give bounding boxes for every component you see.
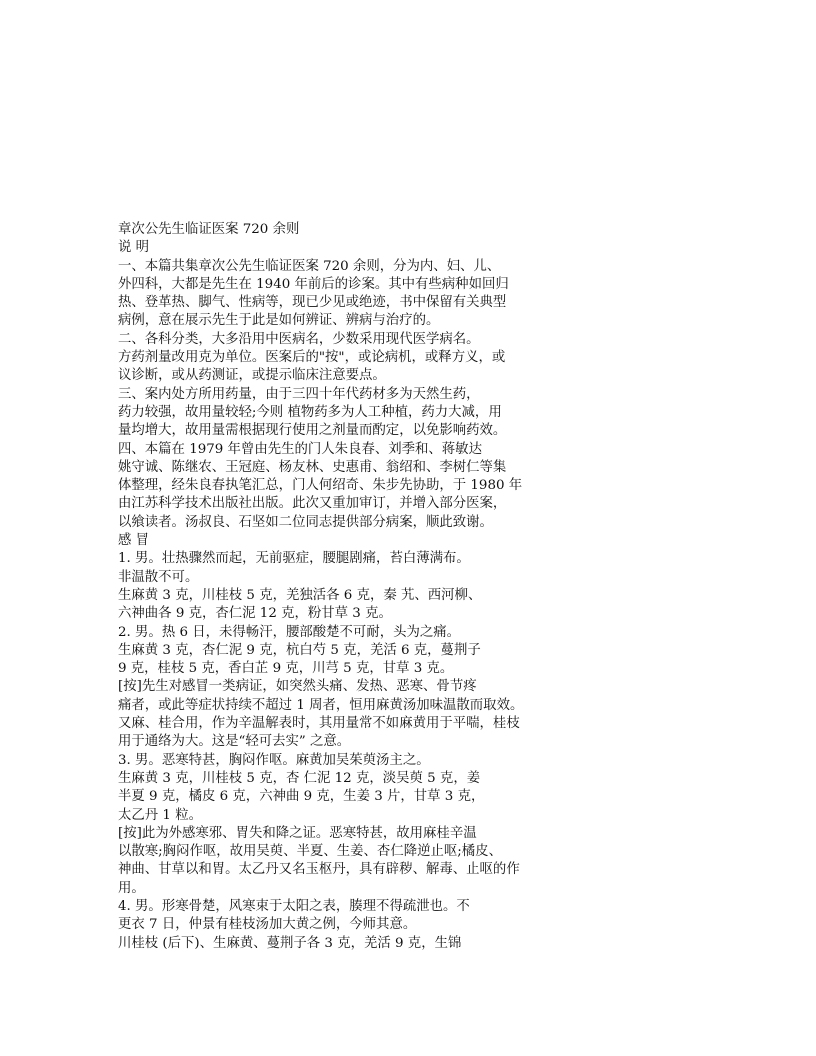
text-line: 3. 男。恶寒特甚，胸闷作呕。麻黄加吴茱萸汤主之。 bbox=[118, 752, 430, 768]
text-line: 半夏 9 克，橘皮 6 克，六神曲 9 克，生姜 3 片，甘草 3 克， bbox=[118, 789, 485, 805]
text-line: 1. 男。壮热骤然而起，无前驱症，腰腿剧痛，苔白薄满布。 bbox=[118, 551, 470, 567]
text-line: 一、本篇共集章次公先生临证医案 720 余则，分为内、妇、儿、 bbox=[118, 258, 501, 274]
text-line: 川桂枝 (后下)、生麻黄、蔓荆子各 3 克，羌活 9 克，生锦 bbox=[118, 935, 462, 951]
text-line: 更衣 7 日，仲景有桂枝汤加大黄之例，今师其意。 bbox=[118, 917, 417, 933]
text-line: 生麻黄 3 克，杏仁泥 9 克，杭白芍 5 克，羌活 6 克，蔓荆子 bbox=[118, 642, 481, 658]
text-line: 4. 男。形寒骨楚，风寒束于太阳之表，腠理不得疏泄也。不 bbox=[118, 898, 470, 914]
text-line: 用于通络为大。这是“轻可去实” 之意。 bbox=[118, 734, 351, 750]
text-line: 六神曲各 9 克，杏仁泥 12 克，粉甘草 3 克。 bbox=[118, 606, 392, 622]
text-line: 由江苏科学技术出版社出版。此次又重加审订，并增入部分医案， bbox=[118, 496, 507, 512]
text-line: 四、本篇在 1979 年曾由先生的门人朱良春、刘季和、蒋敏达 bbox=[118, 441, 482, 457]
text-line: 二、各科分类，大多沿用中医病名，少数采用现代医学病名。 bbox=[118, 331, 480, 347]
text-line: 2. 男。热 6 日，未得畅汗，腰部酸楚不可耐，头为之痛。 bbox=[118, 624, 461, 640]
text-line: 体整理，经朱良春执笔汇总，门人何绍奇、朱步先协助，于 1980 年 bbox=[118, 478, 523, 494]
text-line: 神曲、甘草以和胃。太乙丹又名玉枢丹，具有辟秽、解毒、止呕的作 bbox=[118, 862, 520, 878]
text-line: 姚守诚、陈继农、王冠庭、杨友林、史惠甫、翁绍和、李树仁等集 bbox=[118, 459, 507, 475]
text-line: 方药剂量改用克为单位。医案后的"按"，或论病机，或释方义，或 bbox=[118, 350, 506, 366]
document-body bbox=[118, 239, 558, 953]
text-line: 以飨读者。汤叔良、石坚如二位同志提供部分病案，顺此致谢。 bbox=[118, 514, 493, 530]
document-page bbox=[118, 221, 558, 953]
text-line: [按]先生对感冒一类病证，如突然头痛、发热、恶寒、骨节疼 bbox=[118, 679, 477, 695]
text-line: 感 冒 bbox=[118, 533, 150, 549]
text-line: 非温散不可。 bbox=[118, 569, 199, 585]
text-line: 以散寒;胸闷作呕，故用吴萸、半夏、生姜、杏仁降逆止呕;橘皮、 bbox=[118, 844, 502, 860]
text-line: 说 明 bbox=[118, 240, 150, 256]
text-line: 痛者，或此等症状持续不超过 1 周者，恒用麻黄汤加味温散而取效。 bbox=[118, 697, 524, 713]
text-line: 病例，意在展示先生于此是如何辨证、辨病与治疗的。 bbox=[118, 313, 440, 329]
text-line: 热、登革热、脚气、性病等，现已少见或绝迹，书中保留有关典型 bbox=[118, 295, 507, 311]
text-line: 用。 bbox=[118, 880, 145, 896]
text-line: 太乙丹 1 粒。 bbox=[118, 807, 202, 823]
document-title: 章次公先生临证医案 720 余则 bbox=[118, 222, 300, 237]
text-line: 又麻、桂合用，作为辛温解表时，其用量常不如麻黄用于平喘，桂枝 bbox=[118, 716, 520, 732]
text-line: 议诊断，或从药测证，或提示临床注意要点。 bbox=[118, 368, 386, 384]
text-line: 生麻黄 3 克，川桂枝 5 克，杏 仁泥 12 克，淡吴萸 5 克，姜 bbox=[118, 770, 481, 786]
text-line: [按]此为外感寒邪、胃失和降之证。恶寒特甚，故用麻桂辛温 bbox=[118, 825, 477, 841]
text-line: 三、案内处方所用药量，由于三四十年代药材多为天然生药， bbox=[118, 386, 480, 402]
text-line: 药力较强，故用量较轻;今则 植物药多为人工种植，药力大减，用 bbox=[118, 404, 502, 420]
text-line: 外四科，大都是先生在 1940 年前后的诊案。其中有些病种如回归 bbox=[118, 276, 509, 292]
text-line: 9 克，桂枝 5 克，香白芷 9 克，川芎 5 克，甘草 3 克。 bbox=[118, 661, 454, 677]
text-line: 量均增大，故用量需根据现行使用之剂量而酌定，以免影响药效。 bbox=[118, 423, 507, 439]
text-line: 生麻黄 3 克，川桂枝 5 克，羌独活各 6 克，秦 艽、西河柳、 bbox=[118, 587, 482, 603]
